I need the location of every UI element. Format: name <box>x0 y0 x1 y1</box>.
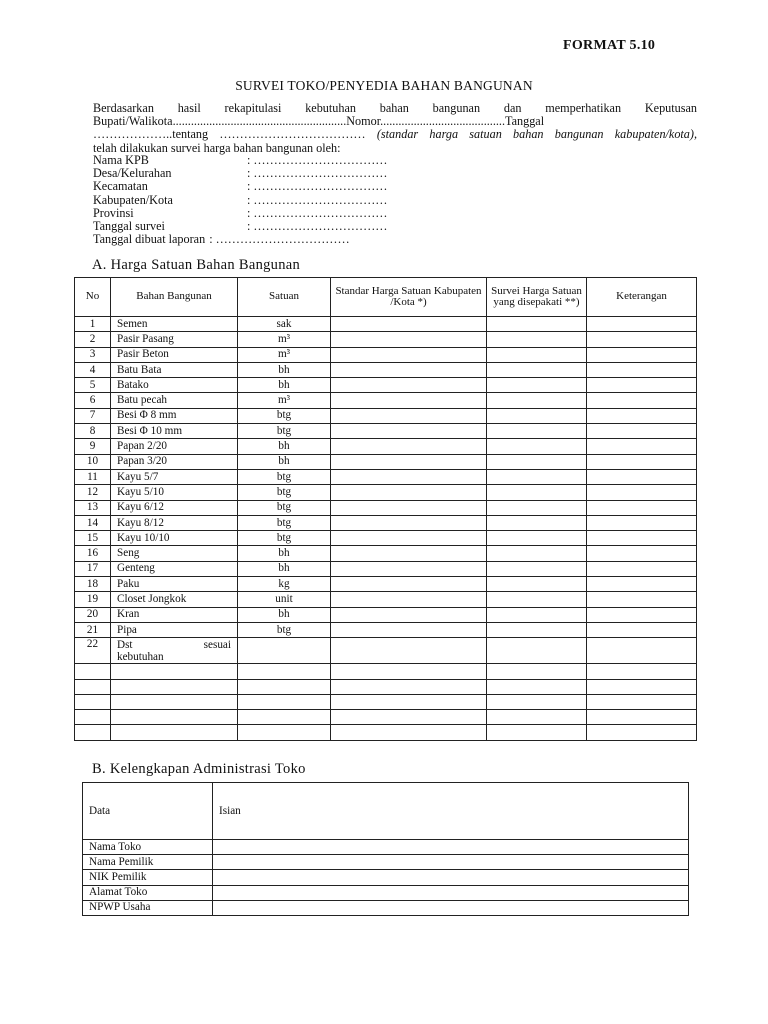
row-notes[interactable] <box>587 378 697 393</box>
field-value: : …………………………… <box>247 192 388 207</box>
field-value: : …………………………… <box>209 232 350 247</box>
row-notes[interactable] <box>587 561 697 576</box>
row-notes[interactable] <box>587 546 697 561</box>
table-row <box>75 424 697 439</box>
row-standard-price[interactable] <box>331 515 487 530</box>
row-material-word: sesuai <box>203 639 231 652</box>
row-standard-price[interactable] <box>331 561 487 576</box>
row-standard-price[interactable] <box>331 577 487 592</box>
row-unit: m³ <box>238 393 331 408</box>
row-material: Kayu 5/10 <box>111 485 238 500</box>
row-notes[interactable] <box>587 531 697 546</box>
row-notes[interactable] <box>587 638 697 664</box>
row-material: Kayu 5/7 <box>111 469 238 484</box>
field-value: : …………………………… <box>247 179 388 194</box>
row-unit: bh <box>238 546 331 561</box>
row-no: 13 <box>75 500 111 515</box>
empty-cell[interactable] <box>487 694 587 709</box>
table-row <box>75 378 697 393</box>
row-no: 22 <box>75 638 111 664</box>
row-no: 7 <box>75 408 111 423</box>
row-standard-price[interactable] <box>331 362 487 377</box>
row-notes[interactable] <box>587 332 697 347</box>
table-row <box>75 531 697 546</box>
row-unit: btg <box>238 531 331 546</box>
table-row <box>75 500 697 515</box>
row-unit: btg <box>238 500 331 515</box>
row-no: 20 <box>75 607 111 622</box>
empty-cell[interactable] <box>111 664 238 679</box>
row-no: 5 <box>75 378 111 393</box>
row-material: Pipa <box>111 622 238 637</box>
row-survey-price[interactable] <box>487 515 587 530</box>
row-unit: bh <box>238 454 331 469</box>
table-row <box>75 469 697 484</box>
empty-cell[interactable] <box>75 725 111 740</box>
row-survey-price[interactable] <box>487 531 587 546</box>
row-unit: bh <box>238 607 331 622</box>
row-material: Semen <box>111 317 238 332</box>
intro-line-3 <box>93 128 697 141</box>
row-standard-price[interactable] <box>331 317 487 332</box>
field-row <box>93 180 388 193</box>
row-material-word: kebutuhan <box>117 651 164 664</box>
empty-cell[interactable] <box>75 679 111 694</box>
empty-row <box>75 664 697 679</box>
row-standard-price[interactable] <box>331 454 487 469</box>
row-notes[interactable] <box>587 577 697 592</box>
row-survey-price[interactable] <box>487 638 587 664</box>
row-notes[interactable] <box>587 607 697 622</box>
admin-table-header <box>83 783 689 840</box>
table-row <box>75 454 697 469</box>
field-label: Kabupaten/Kota <box>93 192 173 207</box>
field-label: Provinsi <box>93 205 134 220</box>
row-material: Papan 2/20 <box>111 439 238 454</box>
row-no: 12 <box>75 485 111 500</box>
row-survey-price[interactable] <box>487 592 587 607</box>
row-no: 3 <box>75 347 111 362</box>
admin-row-input[interactable] <box>213 840 689 855</box>
field-row <box>93 194 388 207</box>
row-notes[interactable] <box>587 439 697 454</box>
intro-line-3-plain: ………………..tentang ……………………………… <box>93 127 366 142</box>
table-row <box>75 408 697 423</box>
row-no: 17 <box>75 561 111 576</box>
empty-row <box>75 679 697 694</box>
row-material: Kayu 6/12 <box>111 500 238 515</box>
row-notes[interactable] <box>587 362 697 377</box>
empty-cell[interactable] <box>331 694 487 709</box>
row-unit: sak <box>238 317 331 332</box>
row-notes[interactable] <box>587 592 697 607</box>
empty-cell[interactable] <box>587 664 697 679</box>
row-no: 11 <box>75 469 111 484</box>
row-survey-price[interactable] <box>487 332 587 347</box>
empty-cell[interactable] <box>487 710 587 725</box>
admin-row-label: Nama Toko <box>83 840 213 855</box>
row-no: 18 <box>75 577 111 592</box>
row-notes[interactable] <box>587 485 697 500</box>
empty-cell[interactable] <box>587 725 697 740</box>
row-standard-price[interactable] <box>331 531 487 546</box>
table-row <box>75 515 697 530</box>
row-survey-price[interactable] <box>487 378 587 393</box>
row-no: 16 <box>75 546 111 561</box>
col-unit: Satuan <box>238 278 331 317</box>
intro-line-1: Berdasarkan hasil rekapitulasi kebutuhan bahan bangunan dan memperhatikan Keputusan <box>93 101 697 115</box>
admin-row <box>83 900 689 915</box>
table-row <box>75 317 697 332</box>
empty-cell[interactable] <box>111 694 238 709</box>
row-unit: m³ <box>238 332 331 347</box>
empty-cell[interactable] <box>331 710 487 725</box>
row-unit: btg <box>238 622 331 637</box>
row-standard-price[interactable] <box>331 393 487 408</box>
row-no: 8 <box>75 424 111 439</box>
row-survey-price[interactable] <box>487 317 587 332</box>
empty-row <box>75 694 697 709</box>
row-notes[interactable] <box>587 317 697 332</box>
empty-cell[interactable] <box>75 694 111 709</box>
admin-row-input[interactable] <box>213 885 689 900</box>
row-survey-price[interactable] <box>487 561 587 576</box>
row-standard-price[interactable] <box>331 378 487 393</box>
empty-cell[interactable] <box>587 694 697 709</box>
row-no: 1 <box>75 317 111 332</box>
row-material: Batu Bata <box>111 362 238 377</box>
table-row <box>75 577 697 592</box>
empty-cell[interactable] <box>331 664 487 679</box>
row-standard-price[interactable] <box>331 439 487 454</box>
row-unit: btg <box>238 515 331 530</box>
row-unit: btg <box>238 469 331 484</box>
empty-cell[interactable] <box>487 664 587 679</box>
row-survey-price[interactable] <box>487 607 587 622</box>
table-row <box>75 607 697 622</box>
table-row <box>75 439 697 454</box>
empty-cell[interactable] <box>75 664 111 679</box>
row-notes[interactable] <box>587 408 697 423</box>
row-material: Besi Φ 10 mm <box>111 424 238 439</box>
intro-line-3-italic: (standar harga satuan bahan bangunan kabupaten/kota), <box>376 127 698 142</box>
empty-cell[interactable] <box>587 710 697 725</box>
row-material: Genteng <box>111 561 238 576</box>
identity-fields <box>93 154 388 246</box>
row-material: Papan 3/20 <box>111 454 238 469</box>
admin-row-label: NIK Pemilik <box>83 870 213 885</box>
admin-table <box>82 782 689 916</box>
row-standard-price[interactable] <box>331 607 487 622</box>
row-standard-price[interactable] <box>331 622 487 637</box>
row-notes[interactable] <box>587 515 697 530</box>
table-row <box>75 561 697 576</box>
row-no: 6 <box>75 393 111 408</box>
row-survey-price[interactable] <box>487 408 587 423</box>
field-label: Desa/Kelurahan <box>93 166 172 181</box>
row-unit: m³ <box>238 347 331 362</box>
admin-row-label: Alamat Toko <box>83 885 213 900</box>
field-value: : …………………………… <box>247 218 388 233</box>
empty-row <box>75 725 697 740</box>
row-survey-price[interactable] <box>487 362 587 377</box>
field-value: : …………………………… <box>247 166 388 181</box>
row-unit: btg <box>238 408 331 423</box>
intro-line-2: Bupati/Walikota.........................................................Nomor.........................................Tanggal <box>93 114 545 129</box>
field-value: : …………………………… <box>247 153 388 167</box>
field-value: : …………………………… <box>247 205 388 220</box>
empty-cell[interactable] <box>487 725 587 740</box>
row-material: Pasir Pasang <box>111 332 238 347</box>
admin-row-label: Nama Pemilik <box>83 855 213 870</box>
empty-cell[interactable] <box>331 679 487 694</box>
row-no: 4 <box>75 362 111 377</box>
row-standard-price[interactable] <box>331 347 487 362</box>
row-material: Closet Jongkok <box>111 592 238 607</box>
row-survey-price[interactable] <box>487 546 587 561</box>
empty-row <box>75 710 697 725</box>
admin-row-input[interactable] <box>213 855 689 870</box>
admin-row <box>83 870 689 885</box>
row-standard-price[interactable] <box>331 546 487 561</box>
col-survey-price: Survei Harga Satuan yang disepakati **) <box>487 278 587 317</box>
row-standard-price[interactable] <box>331 408 487 423</box>
empty-cell[interactable] <box>111 710 238 725</box>
field-row <box>93 233 388 246</box>
row-notes[interactable] <box>587 454 697 469</box>
row-material: Kayu 10/10 <box>111 531 238 546</box>
section-b-title: B. Kelengkapan Administrasi Toko <box>92 761 306 777</box>
row-survey-price[interactable] <box>487 424 587 439</box>
table-row <box>75 362 697 377</box>
row-material: Kran <box>111 607 238 622</box>
empty-cell[interactable] <box>111 725 238 740</box>
row-standard-price[interactable] <box>331 638 487 664</box>
row-survey-price[interactable] <box>487 622 587 637</box>
table-row <box>75 592 697 607</box>
row-survey-price[interactable] <box>487 347 587 362</box>
empty-cell[interactable] <box>487 679 587 694</box>
table-row <box>75 622 697 637</box>
table-row <box>75 347 697 362</box>
price-table <box>74 277 697 741</box>
row-material: Pasir Beton <box>111 347 238 362</box>
admin-row <box>83 855 689 870</box>
row-survey-price[interactable] <box>487 485 587 500</box>
empty-cell[interactable] <box>331 725 487 740</box>
field-row <box>93 207 388 220</box>
empty-cell[interactable] <box>238 694 331 709</box>
admin-row-input[interactable] <box>213 870 689 885</box>
row-unit: bh <box>238 561 331 576</box>
admin-row <box>83 840 689 855</box>
row-no: 14 <box>75 515 111 530</box>
row-material: Kayu 8/12 <box>111 515 238 530</box>
row-unit: bh <box>238 378 331 393</box>
col-no: No <box>75 278 111 317</box>
empty-cell[interactable] <box>238 725 331 740</box>
format-code: FORMAT 5.10 <box>563 38 656 53</box>
empty-cell[interactable] <box>238 710 331 725</box>
row-material: Besi Φ 8 mm <box>111 408 238 423</box>
row-notes[interactable] <box>587 393 697 408</box>
row-material: Paku <box>111 577 238 592</box>
field-label: Tanggal survei <box>93 218 165 233</box>
row-survey-price[interactable] <box>487 500 587 515</box>
row-no: 21 <box>75 622 111 637</box>
admin-row <box>83 885 689 900</box>
row-no: 2 <box>75 332 111 347</box>
section-a-title: A. Harga Satuan Bahan Bangunan <box>92 257 301 273</box>
row-survey-price[interactable] <box>487 393 587 408</box>
table-row <box>75 485 697 500</box>
field-label: Tanggal dibuat laporan <box>93 232 206 247</box>
row-unit: kg <box>238 577 331 592</box>
row-material <box>111 638 238 664</box>
row-standard-price[interactable] <box>331 500 487 515</box>
row-survey-price[interactable] <box>487 577 587 592</box>
field-label: Nama KPB <box>93 153 149 167</box>
row-standard-price[interactable] <box>331 424 487 439</box>
table-row <box>75 546 697 561</box>
row-notes[interactable] <box>587 424 697 439</box>
col-data: Data <box>83 783 213 840</box>
row-material-word: Dst <box>117 639 133 652</box>
admin-row-label: NPWP Usaha <box>83 900 213 915</box>
row-notes[interactable] <box>587 500 697 515</box>
col-standard-price: Standar Harga Satuan Kabupaten /Kota *) <box>331 278 487 317</box>
row-standard-price[interactable] <box>331 485 487 500</box>
row-unit: bh <box>238 439 331 454</box>
row-no: 19 <box>75 592 111 607</box>
row-survey-price[interactable] <box>487 439 587 454</box>
row-standard-price[interactable] <box>331 592 487 607</box>
price-table-header <box>75 278 697 317</box>
row-unit: btg <box>238 424 331 439</box>
empty-cell[interactable] <box>238 679 331 694</box>
intro-paragraph <box>93 102 697 155</box>
row-survey-price[interactable] <box>487 454 587 469</box>
row-material: Seng <box>111 546 238 561</box>
row-no: 10 <box>75 454 111 469</box>
col-material: Bahan Bangunan <box>111 278 238 317</box>
table-row <box>75 332 697 347</box>
table-row <box>75 393 697 408</box>
col-isian: Isian <box>213 783 689 840</box>
row-survey-price[interactable] <box>487 469 587 484</box>
row-no: 9 <box>75 439 111 454</box>
row-notes[interactable] <box>587 622 697 637</box>
row-unit: unit <box>238 592 331 607</box>
row-unit: bh <box>238 362 331 377</box>
row-standard-price[interactable] <box>331 469 487 484</box>
row-standard-price[interactable] <box>331 332 487 347</box>
row-material: Batako <box>111 378 238 393</box>
table-row <box>75 638 697 664</box>
document-title: SURVEI TOKO/PENYEDIA BAHAN BANGUNAN <box>235 78 533 93</box>
intro-line-4: telah dilakukan survei harga bahan bangunan oleh: <box>93 140 341 155</box>
row-no: 15 <box>75 531 111 546</box>
empty-cell[interactable] <box>587 679 697 694</box>
admin-row-input[interactable] <box>213 900 689 915</box>
row-unit: btg <box>238 485 331 500</box>
empty-cell[interactable] <box>111 679 238 694</box>
empty-cell[interactable] <box>75 710 111 725</box>
row-notes[interactable] <box>587 469 697 484</box>
field-label: Kecamatan <box>93 179 148 194</box>
empty-cell[interactable] <box>238 664 331 679</box>
row-material: Batu pecah <box>111 393 238 408</box>
row-notes[interactable] <box>587 347 697 362</box>
col-notes: Keterangan <box>587 278 697 317</box>
row-unit[interactable] <box>238 638 331 664</box>
